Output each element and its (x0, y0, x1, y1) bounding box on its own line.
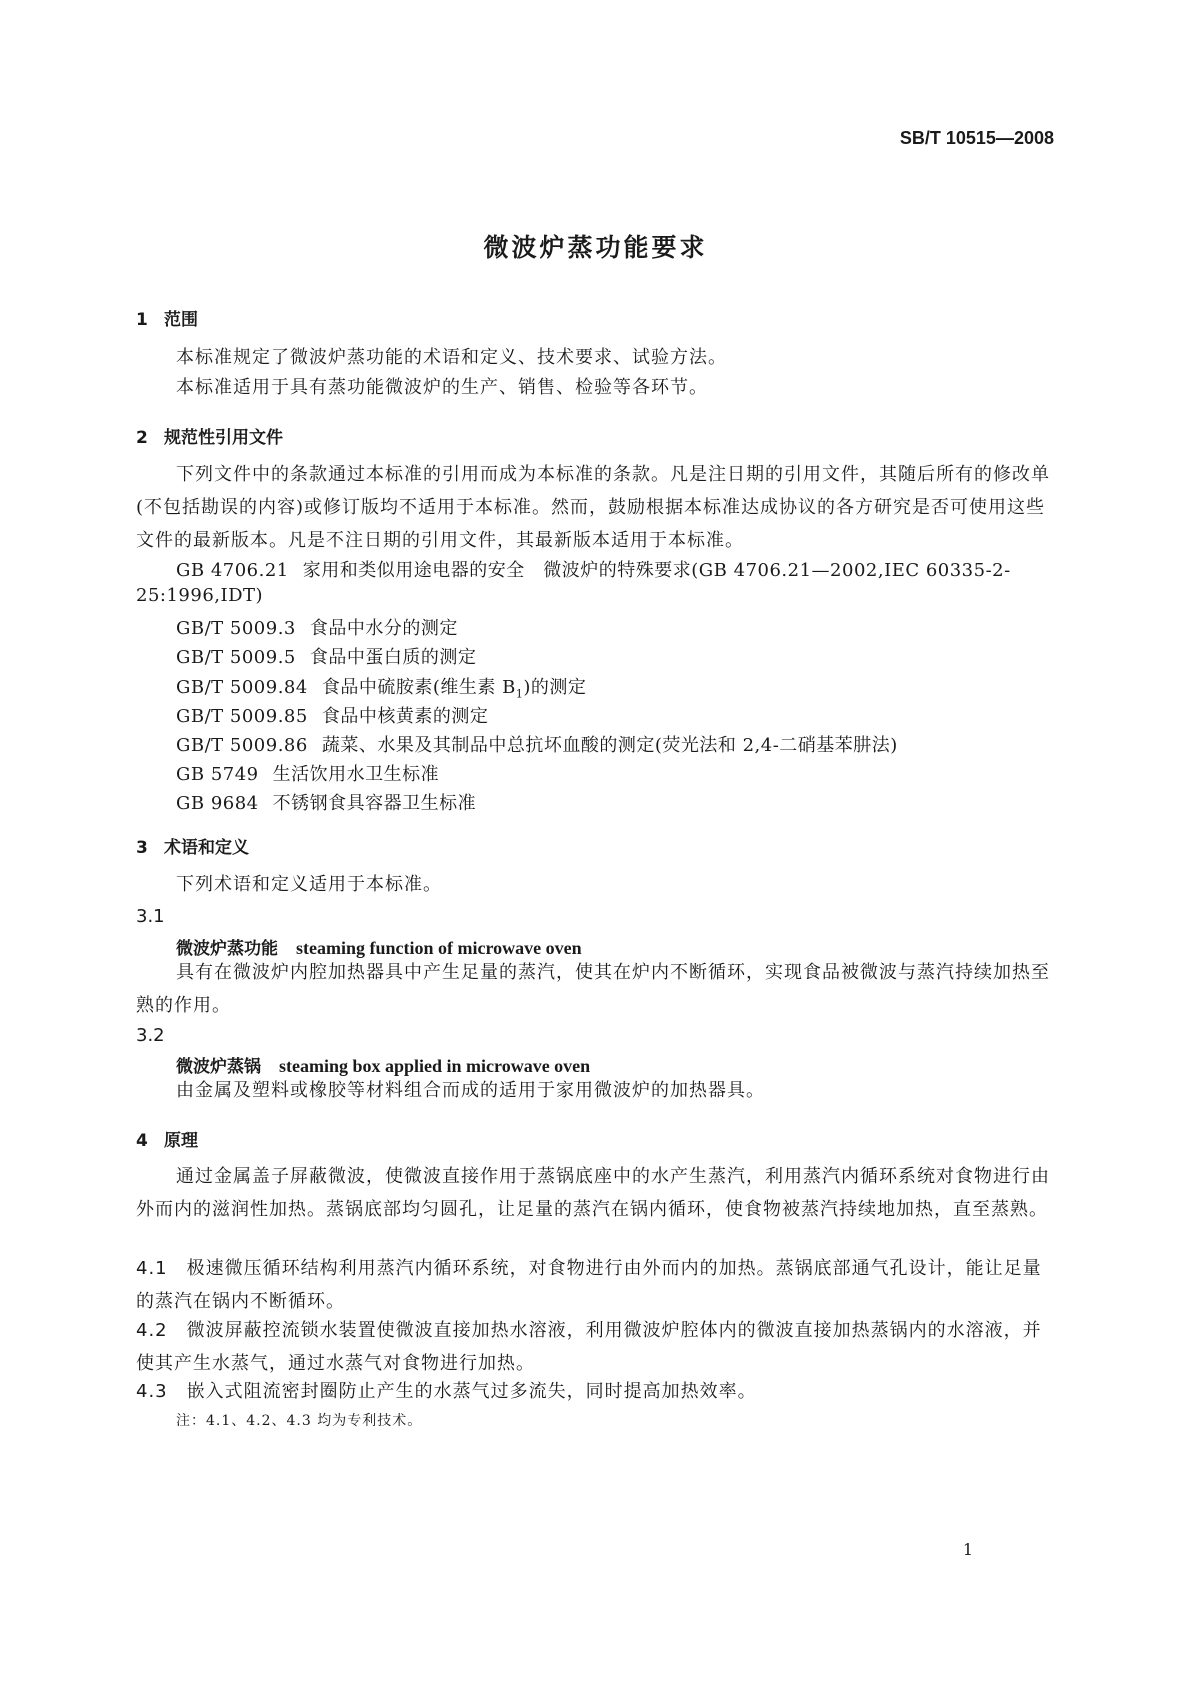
section-1-heading (136, 305, 198, 330)
principle-item (136, 1375, 1056, 1408)
page-number: 1 (962, 1540, 973, 1559)
section-number: 4 (136, 1131, 148, 1151)
term-english: steaming function of microwave oven (296, 938, 582, 958)
reference-title: 25:1996,IDT) (136, 585, 264, 606)
reference-title-tail: )的测定 (523, 677, 587, 698)
item-text: 嵌入式阻流密封圈防止产生的水蒸气过多流失，同时提高加热效率。 (186, 1381, 757, 1402)
term-number: 3.1 (136, 906, 165, 927)
reference-item (176, 556, 1011, 582)
reference-code: GB 4706.21 (176, 560, 289, 581)
reference-title: 食品中核黄素的测定 (321, 706, 489, 727)
section-number: 1 (136, 310, 148, 330)
reference-title: 生活饮用水卫生标准 (272, 764, 440, 785)
reference-item (176, 643, 476, 669)
reference-item-continued (136, 585, 263, 606)
section-number: 2 (136, 428, 148, 448)
reference-item (176, 614, 458, 640)
reference-title: 食品中硫胺素(维生素 B (321, 677, 516, 698)
reference-code: GB 9684 (176, 793, 259, 814)
reference-item (176, 789, 476, 815)
reference-item (176, 760, 439, 786)
item-text: 微波屏蔽控流锁水装置使微波直接加热水溶液，利用微波炉腔体内的微波直接加热蒸锅内的水溶液，并使其产生水蒸气，通过水蒸气对食物进行加热。 (136, 1320, 1042, 1374)
principle-item (136, 1314, 1056, 1380)
section-title: 原理 (164, 1131, 198, 1151)
reference-code: GB/T 5009.84 (176, 677, 308, 698)
item-number: 4.2 (136, 1320, 168, 1341)
section-number: 3 (136, 838, 148, 858)
page-title: 微波炉蒸功能要求 (483, 233, 708, 262)
reference-code: GB/T 5009.5 (176, 647, 296, 668)
reference-item (176, 731, 898, 757)
principle-item (136, 1252, 1056, 1318)
reference-title: 食品中水分的测定 (309, 618, 458, 639)
subscript: 1 (515, 687, 524, 701)
paragraph: 本标准适用于具有蒸功能微波炉的生产、销售、检验等各环节。 (176, 377, 708, 398)
item-text: 极速微压循环结构利用蒸汽内循环系统，对食物进行由外而内的加热。蒸锅底部通气孔设计，能让足量的蒸汽在锅内不断循环。 (136, 1258, 1042, 1312)
paragraph: 下列术语和定义适用于本标准。 (176, 874, 442, 895)
item-number: 4.1 (136, 1258, 168, 1279)
reference-title: 蔬菜、水果及其制品中总抗坏血酸的测定(荧光法和 2,4-二硝基苯肼法) (321, 735, 898, 756)
term-number: 3.2 (136, 1025, 165, 1046)
note: 注：4.1、4.2、4.3 均为专利技术。 (176, 1413, 423, 1429)
reference-title: 食品中蛋白质的测定 (309, 647, 477, 668)
term-chinese: 微波炉蒸功能 (176, 939, 278, 959)
reference-code: GB/T 5009.86 (176, 735, 308, 756)
paragraph: 通过金属盖子屏蔽微波，使微波直接作用于蒸锅底座中的水产生蒸汽，利用蒸汽内循环系统对食物进行由外而内的滋润性加热。蒸锅底部均匀圆孔，让足量的蒸汽在锅内循环，使食物被蒸汽持续地加热，直至蒸熟。 (136, 1166, 1050, 1220)
reference-code: GB/T 5009.3 (176, 618, 296, 639)
paragraph: 下列文件中的条款通过本标准的引用而成为本标准的条款。凡是注日期的引用文件，其随后所有的修改单(不包括勘误的内容)或修订版均不适用于本标准。然而，鼓励根据本标准达成协议的各方研究是否可使用这些文件的最新版本。凡是不注日期的引用文件，其最新版本适用于本标准。 (136, 464, 1050, 551)
section-3-heading (136, 833, 249, 858)
section-title: 术语和定义 (164, 838, 249, 858)
term-english: steaming box applied in microwave oven (279, 1056, 591, 1076)
section-2-heading (136, 423, 283, 448)
reference-item (176, 673, 586, 701)
section-title: 规范性引用文件 (164, 428, 283, 448)
paragraph: 本标准规定了微波炉蒸功能的术语和定义、技术要求、试验方法。 (176, 347, 727, 368)
term-definition: 由金属及塑料或橡胶等材料组合而成的适用于家用微波炉的加热器具。 (176, 1080, 765, 1101)
reference-code: GB 5749 (176, 764, 259, 785)
term-definition: 具有在微波炉内腔加热器具中产生足量的蒸汽，使其在炉内不断循环，实现食品被微波与蒸汽持续加热至熟的作用。 (136, 962, 1050, 1016)
reference-title: 不锈钢食具容器卫生标准 (272, 793, 477, 814)
section-title: 范围 (164, 310, 198, 330)
reference-title: 家用和类似用途电器的安全 微波炉的特殊要求(GB 4706.21—2002,IEC 60335-2- (302, 560, 1011, 581)
standard-code: SB/T 10515—2008 (899, 128, 1054, 148)
section-4-heading (136, 1126, 198, 1151)
item-number: 4.3 (136, 1381, 168, 1402)
reference-item (176, 702, 488, 728)
reference-code: GB/T 5009.85 (176, 706, 308, 727)
term-chinese: 微波炉蒸锅 (176, 1057, 261, 1077)
